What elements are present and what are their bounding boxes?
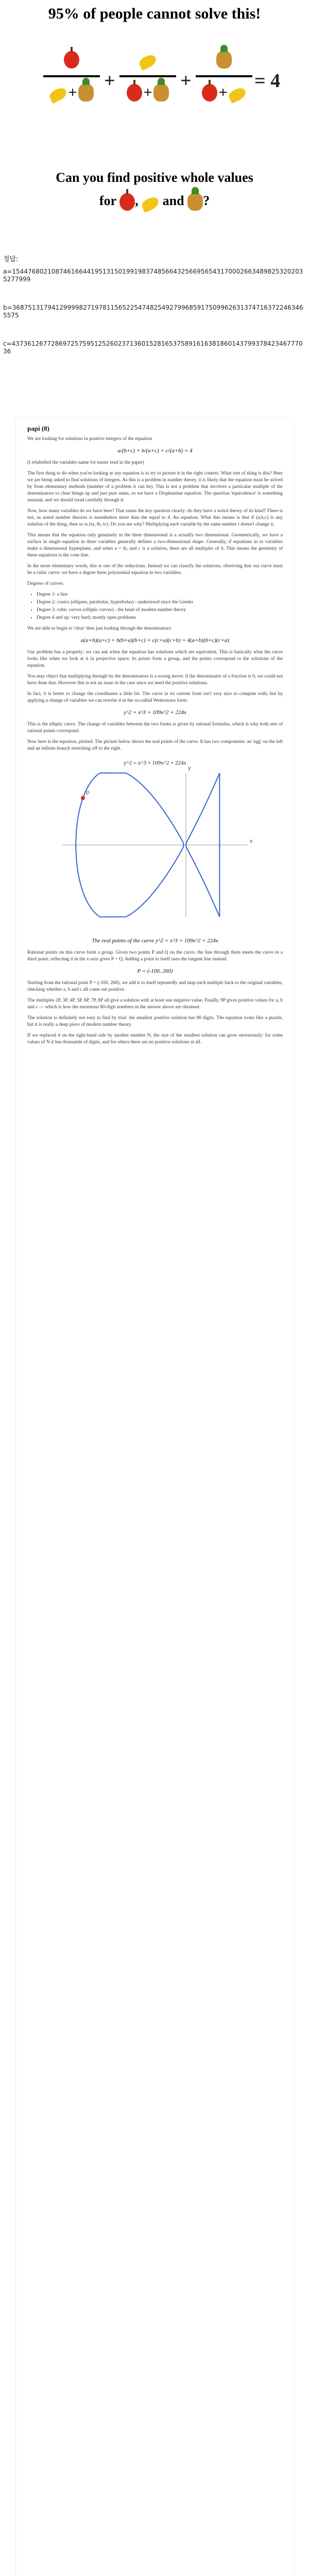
- article-paragraph: We are able to begin to 'clear' then just looking through the denominators:: [27, 626, 172, 631]
- equals-four: = 4: [254, 70, 281, 92]
- pineapple-icon: [187, 193, 203, 211]
- pineapple-icon: [216, 51, 232, 69]
- puzzle-question-line2: for , and ?: [23, 193, 286, 211]
- y-axis-label: y: [188, 765, 191, 771]
- formula: y^2 = x^3 + 109x^2 + 224x: [124, 709, 186, 716]
- point-p: [81, 796, 85, 800]
- apple-icon: [127, 84, 142, 101]
- fraction-pineapple: +: [196, 46, 252, 106]
- apple-icon: [119, 193, 135, 211]
- puzzle-title: 95% of people cannot solve this!: [48, 5, 261, 22]
- formula: a/(b+c) + b/(a+c) + c/(a+b) = 4: [117, 448, 193, 454]
- article-paragraph: The multiples 2P, 3P, 4P, 5P, 6P, 7P, 8P all give a solution with at least one negative value. Finally, 9P gives positive values for a, b and c — which is how the enormous 80-digit numbers in the answer above are obtained.: [27, 998, 283, 1010]
- list-intro: Degrees of curves:: [27, 581, 64, 586]
- apple-icon: [202, 84, 217, 101]
- formula: P = (-100, 260): [137, 968, 173, 974]
- list-item: • Degree 2: conics (ellipses, parabolas, hyperbolas) - understood since the Greeks: [37, 599, 283, 606]
- fraction-apple: +: [43, 46, 100, 106]
- answer-b: b=368751317941299998271978115652254748254927996859175099626313747163722463465575: [3, 304, 303, 319]
- banana-icon: [48, 86, 68, 104]
- article-paragraph: In the more elementary words, this is one of the reductions. Instead we can classify the solutions, observing that our curve must be a cubic curve: we have a degree three polynomial equation in two variables.: [27, 564, 283, 575]
- article-paragraph: This means that the equation only genuinely in the three dimensional is a actually two dimensional. Geometrically, we have a surface in single equation in three variables generally defines a two-dimensional shape. Generally, if equations in to variables make a dimensional hyperplane, and when a = tb, and c is a solution, there are all multiples of it. This means the geometry of these equations is the cone line.: [27, 533, 283, 558]
- elliptic-curve-plot: [47, 757, 263, 933]
- banana-icon: [138, 53, 158, 71]
- article-paragraph: Rational points on this curve form a group. Given two points P and Q on the curve, the line through them meets the curve in a third point; reflecting it in the x-axis gives P + Q. Adding a point to itself uses the tangent line instead.: [27, 950, 283, 962]
- article-paragraph: This is the elliptic curve. The change of variables between the two forms is given by rational formulas, which is why both sets of rational points correspond.: [27, 722, 283, 734]
- banana-icon: [227, 86, 247, 104]
- answer-a: a=154476802108746166441951315019919837485664325669565431700026634898253202035277999: [3, 268, 303, 283]
- article-paragraph: The first thing to do when you're looking at any equation is to try to picture it in the right context. What sort of thing is this? Here we are being asked to find solutions of integers. As this is a problem in number theory, it is likely that the equation must be solved by from elementary methods (number of a problem it can be). This is not a problem that involves a particular multiple of the denominators to clear things up and just pure sums, so we have a Diophantine equation. The question 'equivalence' is something unusual, and we should tread carefully through it.: [27, 471, 283, 503]
- formula: a(a+b)(a+c) + b(b+a)(b+c) + c(c+a)(c+b) = 4(a+b)(b+c)(c+a): [80, 637, 230, 643]
- plot-caption: The real points of the curve y^2 = x^3 + 109x^2 + 224x: [92, 938, 218, 944]
- article-paragraph: We are looking for solutions in positive integers of the equation: [27, 436, 152, 442]
- x-axis-label: x: [250, 838, 253, 844]
- pineapple-icon: [78, 84, 94, 101]
- puzzle-image: [23, 0, 286, 247]
- list-item: • Degree 3: cubic curves (elliptic curves) - the heart of modern number theory: [37, 607, 283, 614]
- answer-label: 정답:: [3, 256, 19, 263]
- article-paragraph: (I relabelled the variables name for easier read in the paper): [27, 460, 144, 465]
- puzzle-question: Can you find positive whole values: [56, 170, 253, 185]
- article-paragraph: In fact, it is better to change the coordinates a little bit. The curve in its current form isn't very nice to compute with; but by applying a change of variables we can rewrite it in the so-called Weierstrass form:: [27, 691, 283, 703]
- plot-title: y^2 = x^3 + 109x^2 + 224x: [123, 760, 187, 766]
- list-item: • Degree 4 and up: very hard; mostly open problems: [37, 615, 283, 621]
- article-heading: papi (8): [27, 425, 49, 432]
- article-paragraph: You may object that multiplying through by the denominators is a wrong move: if the denominator of a fraction is 0, we could not have done that. However this is not an issue in the case since we need the positive solutions.: [27, 674, 283, 686]
- point-p-label: P: [86, 790, 90, 796]
- list-item: • Degree 1: a line: [37, 591, 283, 598]
- article-screenshot: [15, 417, 295, 2576]
- article-paragraph: Starting from the rational point P = (-100, 260), we add it to itself repeatedly and map each multiple back to the original variables, checking whether a, b and c all come out positive.: [27, 980, 283, 992]
- fraction-banana: +: [119, 46, 176, 106]
- apple-icon: [64, 51, 79, 69]
- degree-list: [37, 591, 283, 621]
- answer-c: c=4373612677286972575951252602371360152816537589161638186014379937842346777036: [3, 340, 303, 355]
- article-paragraph: Our problem has a property: we can ask when the equation has solutions which are equivalent. This is basically what the curve looks like when we look at it in projective space; its points form a group, and the points correspond to the solutions of the equation.: [27, 650, 283, 668]
- article-paragraph: Now here is the equation, plotted. The picture below shows the real points of the curve. It has two components: an 'egg' on the left and an infinite branch stretching off to the right.: [27, 739, 283, 751]
- plus-sign: +: [104, 70, 115, 92]
- plus-sign: +: [180, 70, 192, 92]
- banana-icon: [140, 195, 161, 213]
- pineapple-icon: [153, 84, 169, 101]
- article-paragraph: Now, how many variables do we have here? That raises the key question clearly: do they have a weird theory of its kind? There is not, as noted number theorist is nonetheless more than the equal to 4. An equation. What this means is that if (a,b,c) is any solution of the thing, then so is (ta, tb, tc). Do you see why? Multiplying each variable by the same number t doesn't change it.: [27, 509, 283, 527]
- fruit-equation: [43, 46, 281, 155]
- article-paragraph: The solution is definitely not easy to find by trial: the smallest positive solution has 80 digits. The equation looks like a puzzle, but it is really a deep piece of modern number theory.: [27, 1015, 283, 1027]
- article-paragraph: If we replaced 4 on the right-hand side by another number N, the size of the smallest solution can grow enormously: for some values of N it has thousands of digits, and for others there are no positive solutions at all.: [27, 1033, 283, 1045]
